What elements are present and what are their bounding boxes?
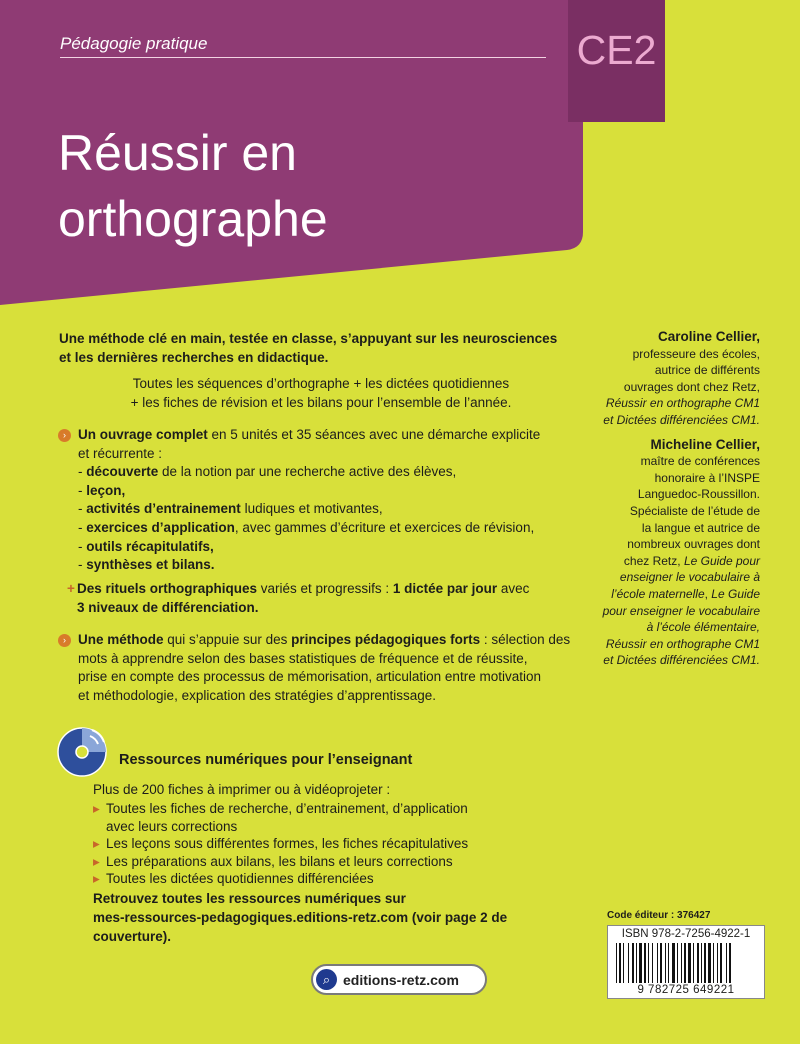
summary-line-1: Toutes les séquences d’orthographe + les dictées quotidiennes <box>132 376 510 391</box>
barcode-digits: 9 782725 649221 <box>637 984 735 996</box>
arrow-bullet-icon: › <box>58 429 71 442</box>
website-link[interactable] <box>311 964 487 995</box>
summary-line-2: + les fiches de révision et les bilans pour l’ensemble de l’année. <box>130 395 512 410</box>
intro-line-1: Une méthode clé en main, testée en classe, s’appuyant sur les neurosciences <box>59 331 558 346</box>
level-label: CE2 <box>576 27 657 73</box>
series-label: Pédagogie pratique <box>60 34 208 53</box>
step-list <box>78 463 584 575</box>
list-item: ▸ Les leçons sous différentes formes, les fiches récapitulatives <box>93 835 513 853</box>
rituals-line-2: 3 niveaux de différenciation. <box>77 599 259 615</box>
cd-rom-icon <box>54 722 110 778</box>
list-item: ▸ Toutes les dictées quotidiennes différenciées <box>93 870 513 888</box>
resources-link-text: Retrouvez toutes les ressources numériques sur mes-ressources-pedagogiques.editions-retz.com (voir page 2 de couverture). <box>93 889 573 946</box>
barcode <box>607 925 765 999</box>
feature-lead: Un ouvrage complet <box>78 427 208 442</box>
series-divider <box>60 57 546 58</box>
feature-method: › Une méthode qui s’appuie sur des principes pédagogiques forts : sélection des mots à apprendre selon des bases statistiques de fréquence et de réussite, prise en compte des processus de mémorisation, articulation entre motivation et méthodologie, explication des stratégies d’apprentissage. <box>62 631 584 705</box>
resources-list <box>93 800 513 888</box>
resources-title: Ressources numériques pour l’enseignant <box>119 752 413 768</box>
title-line-2: orthographe <box>58 191 328 247</box>
feature-complete-work <box>62 426 584 575</box>
list-item: - leçon, <box>78 482 584 501</box>
arrow-bullet-icon: › <box>58 634 71 647</box>
list-item: ▸ Toutes les fiches de recherche, d’entrainement, d’application avec leurs corrections <box>93 800 513 835</box>
isbn-label: ISBN 978-2-7256-4922-1 <box>621 928 751 940</box>
title-line-1: Réussir en <box>58 125 297 181</box>
author-name: Caroline Cellier, <box>657 329 760 344</box>
plus-icon: + <box>67 581 75 596</box>
book-title <box>58 120 328 252</box>
method-line-2: mots à apprendre selon des bases statistiques de fréquence et de réussite, <box>78 650 528 666</box>
resources-intro: Plus de 200 fiches à imprimer ou à vidéoprojeter : <box>93 782 391 797</box>
publisher-code: Code éditeur : 376427 <box>607 910 711 921</box>
intro-paragraph <box>59 329 599 367</box>
list-item: - activités d’entrainement ludiques et motivantes, <box>78 500 584 519</box>
method-line-3: prise en compte des processus de mémorisation, articulation entre motivation <box>78 669 541 685</box>
authors-column: Caroline Cellier, professeure des écoles, autrice de différents ouvrages dont chez Retz, Réussir en orthographe CM1 et Dictées différenciées CM1. Micheline Cellier, maître de conférences honoraire à l’INSPE Languedoc-Roussillon. Spécialiste de l’étude de la langue et autrice de nombreux ouvrages dont chez Retz, Le Guide pour enseigner le vocabulaire à l’école maternelle, Le Guide pour enseigner le vocabulaire à l’école élémentaire, Réussir en orthographe CM1 et Dictées différenciées CM1. <box>595 329 760 669</box>
list-item: - outils récapitulatifs, <box>78 538 584 557</box>
resources-url: mes-ressources-pedagogiques.editions-retz.com (voir page 2 de couverture). <box>93 910 508 944</box>
author-name: Micheline Cellier, <box>650 436 760 452</box>
list-item: - découverte de la notion par une recherche active des élèves, <box>78 463 584 482</box>
list-item: - exercices d’application, avec gammes d’écriture et exercices de révision, <box>78 519 584 538</box>
intro-summary <box>96 374 546 412</box>
intro-line-2: et les dernières recherches en didactique. <box>59 350 329 365</box>
feature-text-cont: et récurrente : <box>78 445 163 461</box>
rituals-note: + Des rituels orthographiques variés et progressifs : 1 dictée par jour avec 3 niveaux de différenciation. <box>67 581 530 615</box>
list-item: - synthèses et bilans. <box>78 556 584 575</box>
level-tab <box>568 0 665 122</box>
globe-search-icon: ⌕ <box>316 969 337 990</box>
feature-text: en 5 unités et 35 séances avec une démarche explicite <box>207 427 541 442</box>
barcode-bars <box>616 943 758 983</box>
website-label: editions-retz.com <box>343 972 459 988</box>
list-item: ▸ Les préparations aux bilans, les bilans et leurs corrections <box>93 853 513 871</box>
method-line-4: et méthodologie, explication des stratégies d’apprentissage. <box>78 687 436 703</box>
